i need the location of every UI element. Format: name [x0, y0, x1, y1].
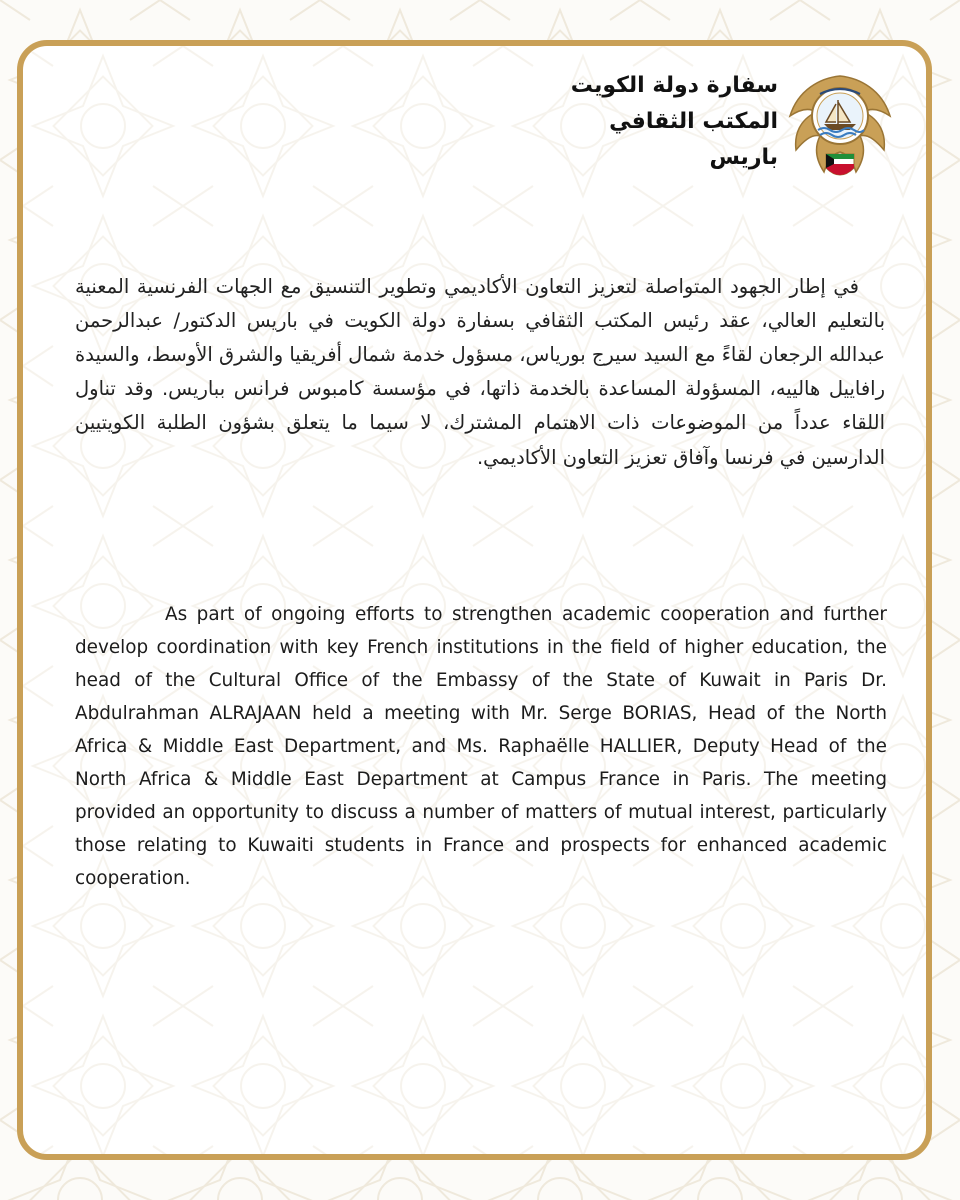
letterhead-text — [571, 68, 778, 176]
office-name: المكتب الثقافي — [609, 109, 778, 134]
embassy-name: سفارة دولة الكويت — [570, 73, 778, 98]
arabic-paragraph: في إطار الجهود المتواصلة لتعزيز التعاون الأكاديمي وتطوير التنسيق مع الجهات الفرنسية المعنية بالتعليم العالي، عقد رئيس المكتب الثقافي بسفارة دولة الكويت في باريس الدكتور/ عبدالرحمن عبدالله الرجعان لقاءً مع السيد سيرج بورياس، مسؤول خدمة شمال أفريقيا والشرق الأوسط، والسيدة رافاييل هالييه، المسؤولة المساعدة بالخدمة ذاتها، في مؤسسة كامبوس فرانس بباريس. وقد تناول اللقاء عدداً من الموضوعات ذات الاهتمام المشترك، لا سيما ما يتعلق بشؤون الطلبة الكويتيين الدارسين في فرنسا وآفاق تعزيز التعاون الأكاديمي. — [75, 274, 885, 469]
letterhead — [480, 68, 900, 188]
kuwait-emblem-icon — [780, 68, 900, 186]
english-paragraph: As part of ongoing efforts to strengthen academic cooperation and further develop coordination with key French institutions in the field of higher education, the head of the Cultural Office of the Embassy of the State of Kuwait in Paris Dr. Abdulrahman ALRAJAAN held a meeting with Mr. Serge BORIAS, Head of the North Africa & Middle East Department, and Ms. Raphaëlle HALLIER, Deputy Head of the North Africa & Middle East Department at Campus France in Paris. The meeting provided an opportunity to discuss a number of matters of mutual interest, particularly those relating to Kuwaiti students in France and prospects for enhanced academic cooperation. — [75, 604, 887, 890]
city-name: باريس — [709, 145, 778, 170]
